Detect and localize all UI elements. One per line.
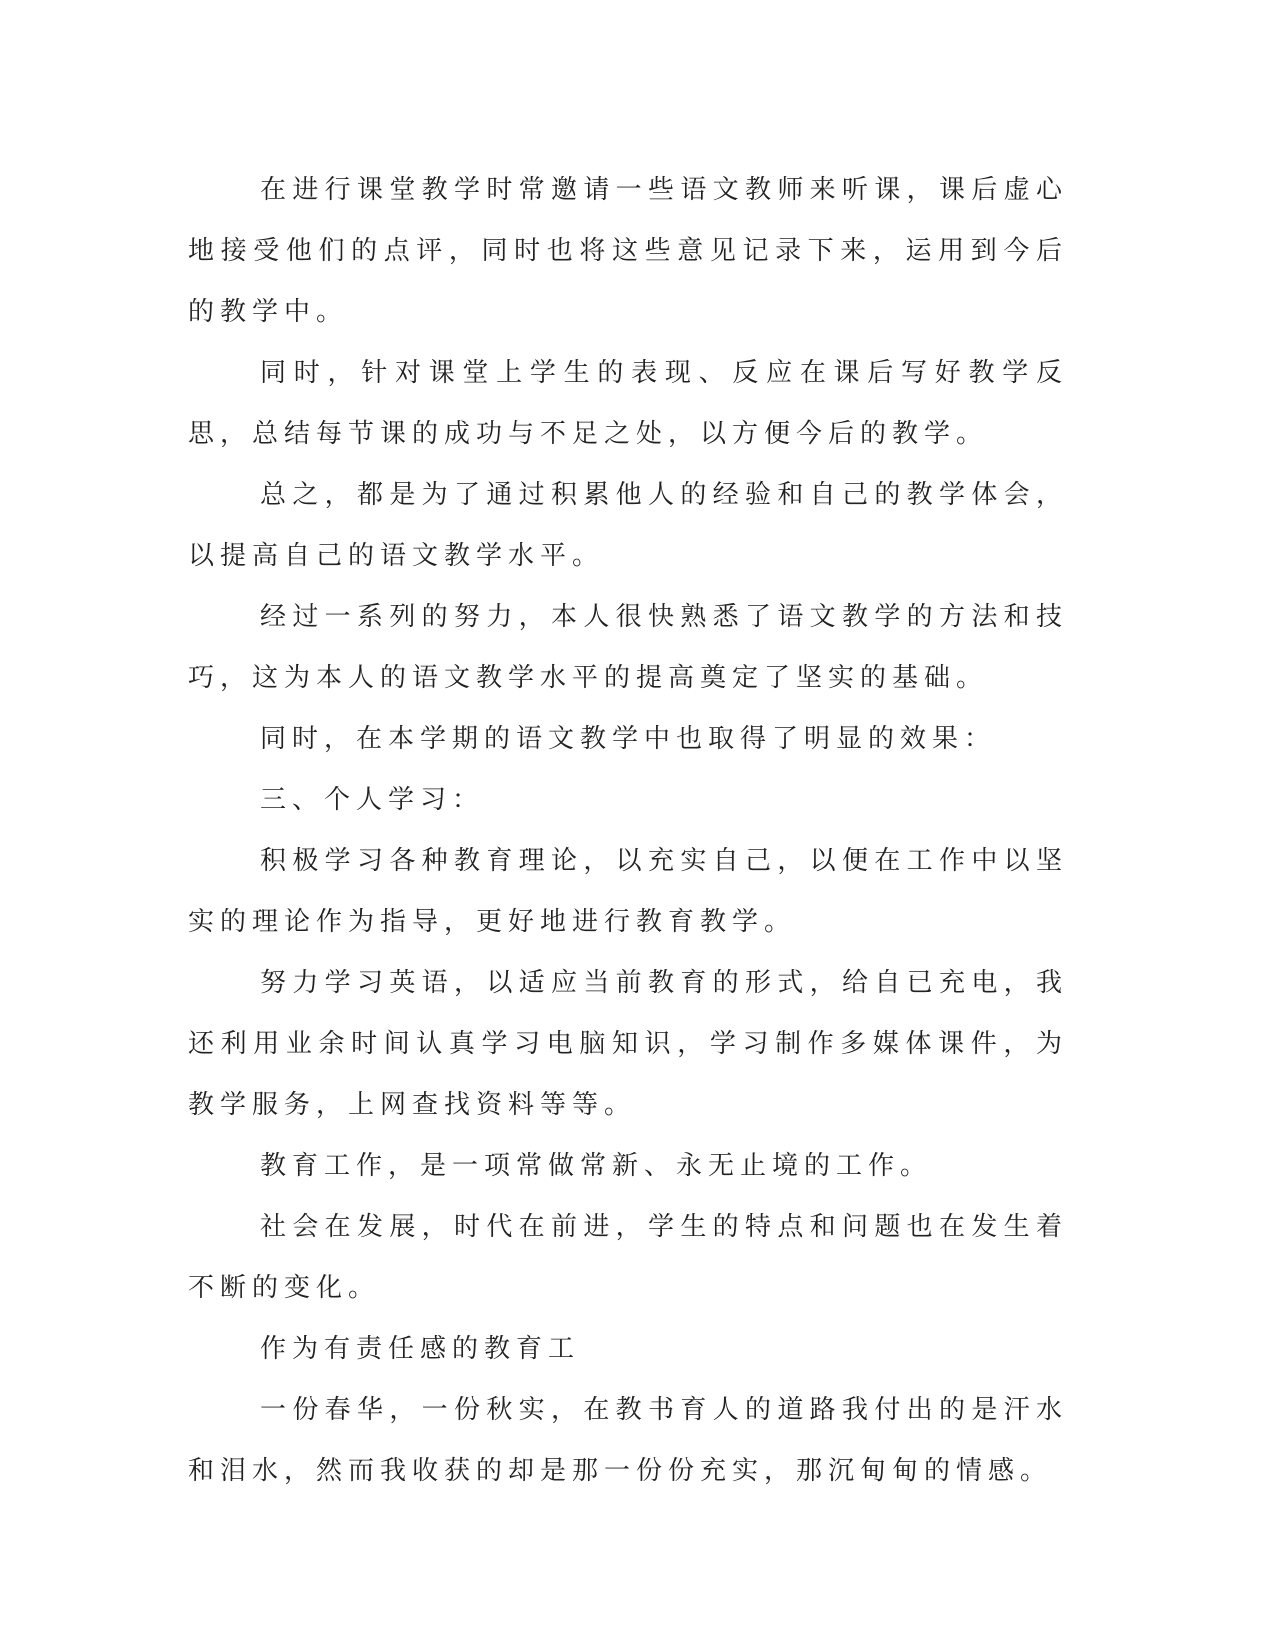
paragraph: 努力学习英语，以适应当前教育的形式，给自已充电，我还利用业余时间认真学习电脑知识，学习制作多媒体课件，为教学服务，上网查找资料等等。: [188, 968, 1068, 1120]
paragraph: 总之，都是为了通过积累他人的经验和自己的教学体会，以提高自己的语文教学水平。: [188, 480, 1068, 571]
paragraph: 同时，在本学期的语文教学中也取得了明显的效果：: [260, 724, 997, 754]
paragraph: 社会在发展，时代在前进，学生的特点和问题也在发生着不断的变化。: [188, 1212, 1068, 1303]
paragraph: 一份春华，一份秋实，在教书育人的道路我付出的是汗水和泪水，然而我收获的却是那一份份充实，那沉甸甸的情感。: [188, 1395, 1068, 1486]
paragraph: 同时，针对课堂上学生的表现、反应在课后写好教学反思，总结每节课的成功与不足之处，以方便今后的教学。: [188, 358, 1068, 449]
paragraph: 在进行课堂教学时常邀请一些语文教师来听课，课后虚心地接受他们的点评，同时也将这些意见记录下来，运用到今后的教学中。: [188, 175, 1068, 327]
paragraph: 经过一系列的努力，本人很快熟悉了语文教学的方法和技巧，这为本人的语文教学水平的提高奠定了坚实的基础。: [188, 602, 1068, 693]
paragraph: 作为有责任感的教育工: [260, 1334, 581, 1364]
paragraph: 积极学习各种教育理论，以充实自己，以便在工作中以坚实的理论作为指导，更好地进行教育教学。: [188, 846, 1068, 937]
section-heading: 三、个人学习：: [260, 785, 485, 815]
document-body: [188, 160, 1068, 1502]
paragraph: 教育工作，是一项常做常新、永无止境的工作。: [260, 1151, 933, 1181]
